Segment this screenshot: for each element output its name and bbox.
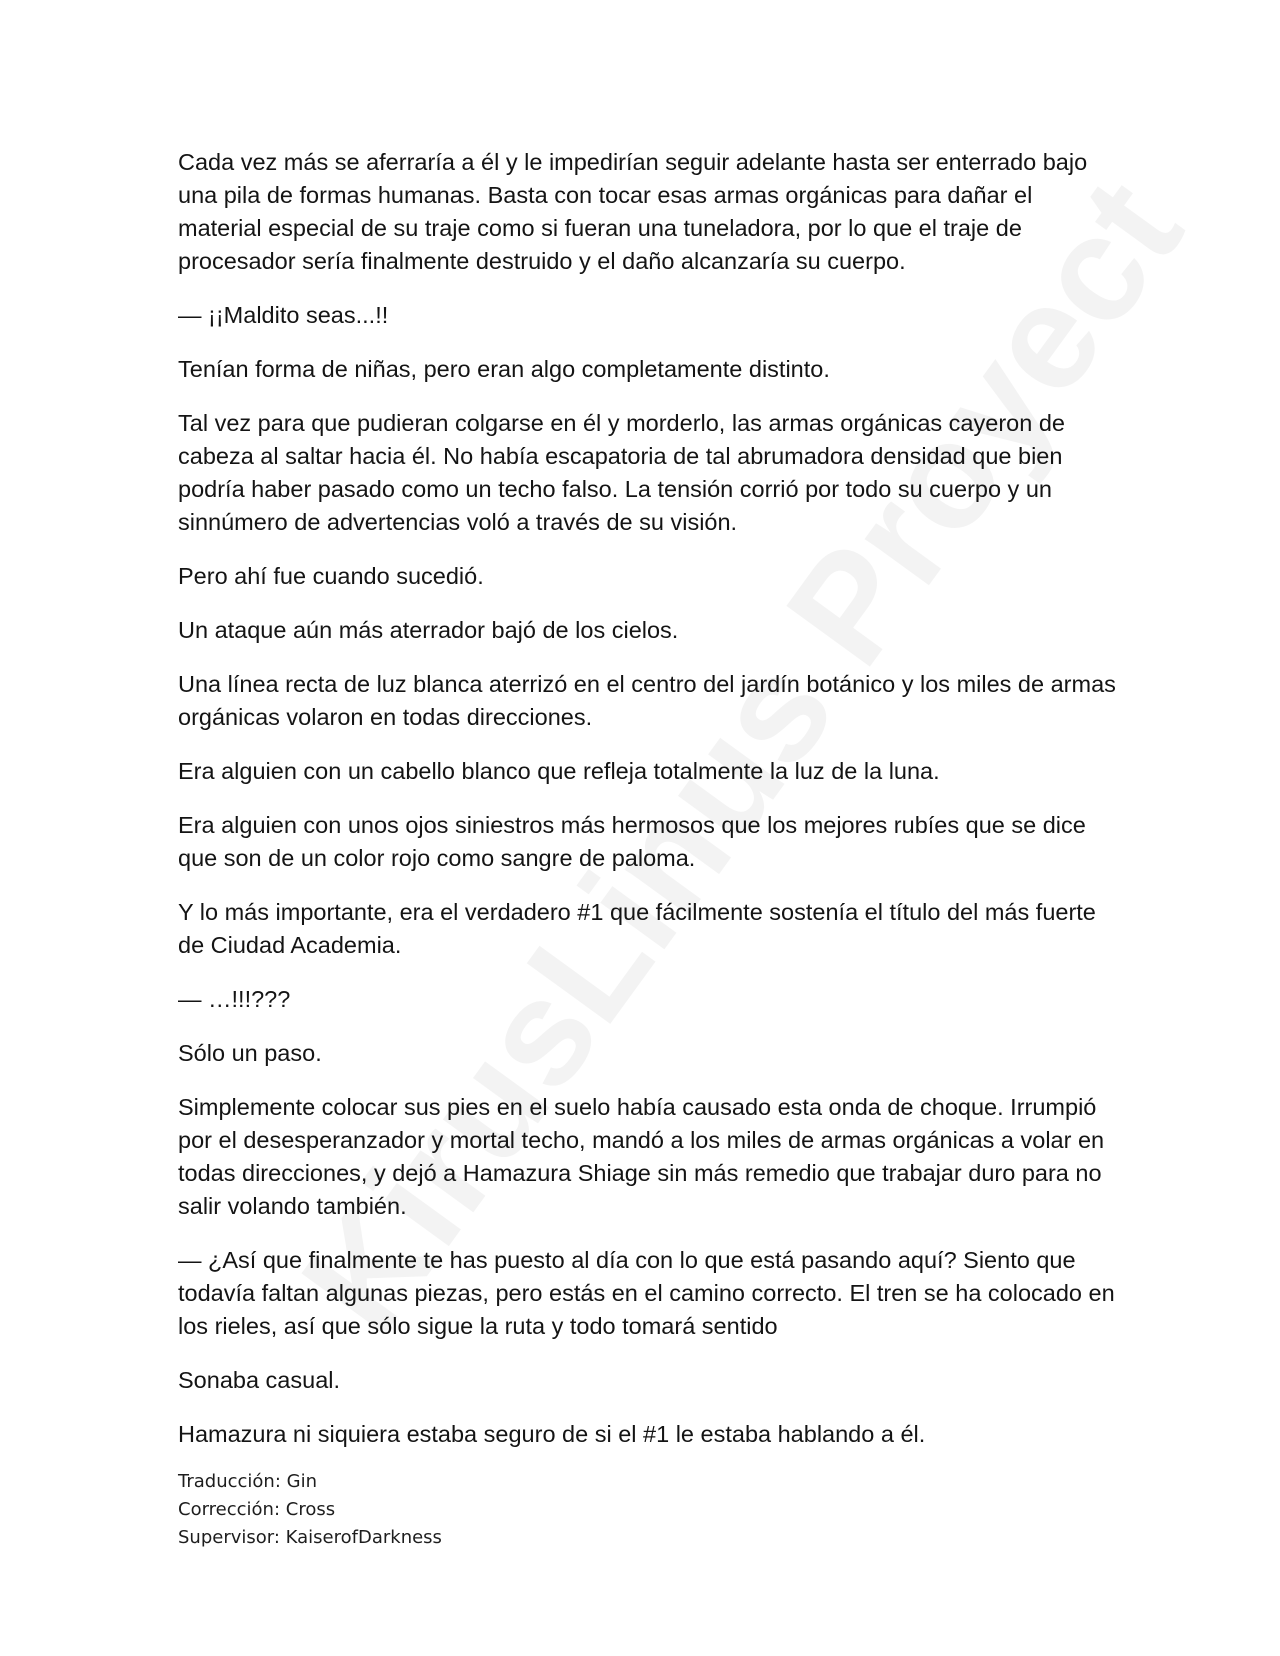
paragraph: Era alguien con un cabello blanco que refleja totalmente la luz de la luna. <box>178 758 940 784</box>
document-body <box>178 146 1118 1472</box>
paragraph: Hamazura ni siquiera estaba seguro de si el #1 le estaba hablando a él. <box>178 1421 926 1447</box>
credit-correction: Corrección: Cross <box>178 1499 336 1520</box>
paragraph: Y lo más importante, era el verdadero #1 que fácilmente sostenía el título del más fuerte de Ciudad Academia. <box>178 899 1096 958</box>
paragraph: Tenían forma de niñas, pero eran algo completamente distinto. <box>178 356 830 382</box>
paragraph: Simplemente colocar sus pies en el suelo había causado esta onda de choque. Irrumpió por el desesperanzador y mortal techo, mandó a los miles de armas orgánicas a volar en todas direcciones, y dejó a Hamazura Shiage sin más remedio que trabajar duro para no salir volando también. <box>178 1094 1105 1219</box>
paragraph: Un ataque aún más aterrador bajó de los cielos. <box>178 617 679 643</box>
paragraph: Una línea recta de luz blanca aterrizó en el centro del jardín botánico y los miles de armas orgánicas volaron en todas direcciones. <box>178 671 1116 730</box>
paragraph: — …!!!??? <box>178 986 291 1012</box>
paragraph: Sólo un paso. <box>178 1040 322 1066</box>
credit-supervisor: Supervisor: KaiserofDarkness <box>178 1527 442 1548</box>
paragraph: Sonaba casual. <box>178 1367 341 1393</box>
credits-block <box>178 1468 442 1552</box>
paragraph: — ¿Así que finalmente te has puesto al día con lo que está pasando aquí? Siento que todavía faltan algunas piezas, pero estás en el camino correcto. El tren se ha colocado en los rieles, así que sólo sigue la ruta y todo tomará sentido <box>178 1247 1115 1339</box>
paragraph: Cada vez más se aferraría a él y le impedirían seguir adelante hasta ser enterrado bajo una pila de formas humanas. Basta con tocar esas armas orgánicas para dañar el material especial de su traje como si fueran una tuneladora, por lo que el traje de procesador sería finalmente destruido y el daño alcanzaría su cuerpo. <box>178 149 1088 274</box>
paragraph: — ¡¡Maldito seas...!! <box>178 302 389 328</box>
paragraph: Pero ahí fue cuando sucedió. <box>178 563 484 589</box>
paragraph: Tal vez para que pudieran colgarse en él y morderlo, las armas orgánicas cayeron de cabeza al saltar hacia él. No había escapatoria de tal abrumadora densidad que bien podría haber pasado como un techo falso. La tensión corrió por todo su cuerpo y un sinnúmero de advertencias voló a través de su visión. <box>178 410 1065 535</box>
paragraph: Era alguien con unos ojos siniestros más hermosos que los mejores rubíes que se dice que son de un color rojo como sangre de paloma. <box>178 812 1086 871</box>
credit-translation: Traducción: Gin <box>178 1471 317 1492</box>
